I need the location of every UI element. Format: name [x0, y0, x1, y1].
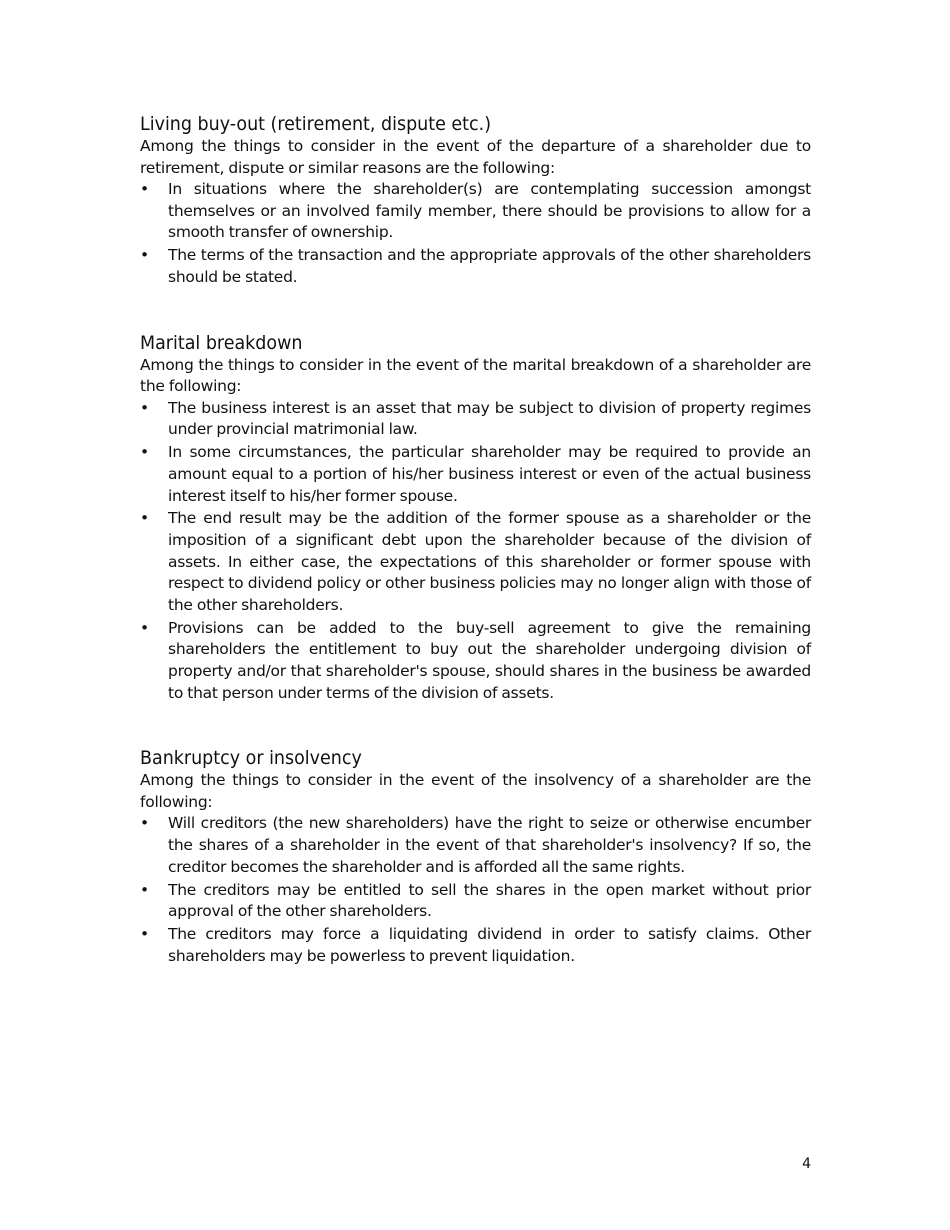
bullet-list — [140, 398, 811, 704]
list-item-text: In situations where the shareholder(s) are contemplating succession amongst themselves or an involved family member, there should be provisions to allow for a smooth transfer of ownership. — [168, 180, 811, 242]
section-marital-breakdown — [140, 331, 811, 705]
list-item — [140, 398, 811, 441]
list-item — [140, 813, 811, 878]
bullet-icon: • — [140, 398, 149, 417]
bullet-icon: • — [140, 509, 149, 528]
bullet-icon: • — [140, 246, 149, 265]
list-item — [140, 442, 811, 507]
list-item-text: In some circumstances, the particular shareholder may be required to provide an amount equal to a portion of his/her business interest or even of the actual business interest itself to his/her former spouse. — [168, 443, 811, 505]
bullet-list — [140, 179, 811, 288]
section-title: Bankruptcy or insolvency — [140, 747, 362, 770]
bullet-icon: • — [140, 443, 149, 462]
section-living-buy-out — [140, 112, 811, 289]
list-item-text: Will creditors (the new shareholders) have the right to seize or otherwise encumber the shares of a shareholder in the event of that shareholder's insolvency? If so, the creditor becomes the shareholder and is afforded all the same rights. — [168, 814, 811, 876]
section-bankruptcy-insolvency — [140, 746, 811, 967]
document-page — [140, 112, 811, 1009]
section-intro: Among the things to consider in the event of the insolvency of a shareholder are the following: — [140, 771, 811, 811]
bullet-icon: • — [140, 925, 149, 944]
list-item-text: The end result may be the addition of the former spouse as a shareholder or the imposition of a significant debt upon the shareholder because of the division of assets. In either case, the expectations of this shareholder or former spouse with respect to dividend policy or other business policies may no longer align with those of the other shareholders. — [168, 509, 811, 614]
bullet-list — [140, 813, 811, 967]
list-item — [140, 508, 811, 616]
list-item-text: The creditors may force a liquidating dividend in order to satisfy claims. Other shareholders may be powerless to prevent liquidation. — [168, 925, 811, 965]
bullet-icon: • — [140, 880, 149, 899]
page-number: 4 — [802, 1156, 811, 1172]
section-intro: Among the things to consider in the event of the marital breakdown of a shareholder are the following: — [140, 355, 811, 396]
bullet-icon: • — [140, 618, 149, 637]
list-item — [140, 245, 811, 288]
list-item — [140, 618, 811, 704]
list-item — [140, 924, 811, 967]
list-item-text: Provisions can be added to the buy-sell agreement to give the remaining shareholders the entitlement to buy out the shareholder undergoing division of property and/or that shareholder's spouse, should shares in the business be awarded to that person under terms of the division of assets. — [168, 618, 811, 702]
list-item — [140, 179, 811, 244]
bullet-icon: • — [140, 180, 149, 199]
list-item-text: The business interest is an asset that may be subject to division of property regimes under provincial matrimonial law. — [168, 398, 811, 439]
list-item-text: The creditors may be entitled to sell the shares in the open market without prior approval of the other shareholders. — [168, 880, 811, 921]
section-title: Living buy-out (retirement, dispute etc.) — [140, 113, 492, 135]
section-title: Marital breakdown — [140, 331, 303, 354]
bullet-icon: • — [140, 814, 149, 833]
list-item — [140, 880, 811, 923]
section-intro: Among the things to consider in the event of the departure of a shareholder due to retirement, dispute or similar reasons are the following: — [140, 137, 811, 177]
list-item-text: The terms of the transaction and the appropriate approvals of the other shareholders should be stated. — [168, 246, 811, 286]
